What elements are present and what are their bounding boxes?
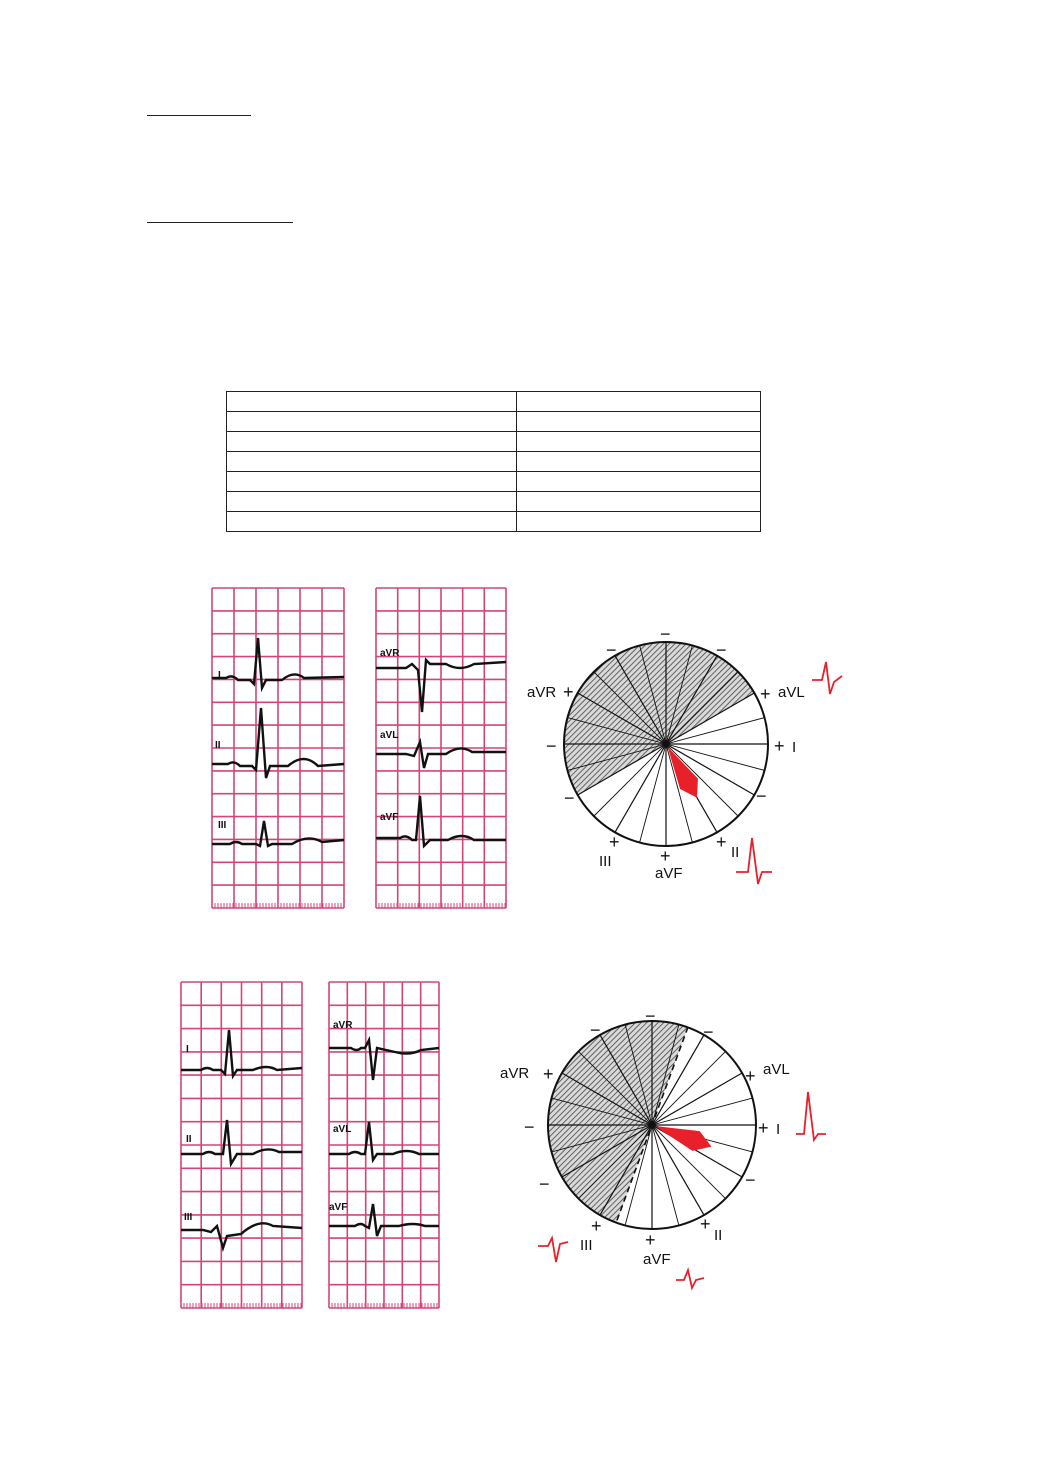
axis-label-i: I xyxy=(792,739,797,756)
minus-sign: − xyxy=(716,640,727,660)
plus-sign: + xyxy=(660,846,671,866)
minus-sign: − xyxy=(645,1006,656,1026)
lead-label-avf: aVF xyxy=(380,812,399,823)
axis-label-avf: aVF xyxy=(643,1251,671,1268)
lead-label-ii: II xyxy=(215,740,221,751)
axis-label-avl: aVL xyxy=(763,1061,790,1078)
plus-sign: + xyxy=(591,1216,602,1236)
lead-label-i: I xyxy=(186,1044,189,1055)
axis-label-avr: aVR xyxy=(500,1065,530,1082)
lead-label-avr: aVR xyxy=(380,648,400,659)
plus-sign: + xyxy=(716,832,727,852)
lead-label-avl: aVL xyxy=(380,730,399,741)
mini-complex-iii xyxy=(538,1238,568,1262)
minus-sign: − xyxy=(564,788,575,808)
minus-sign: − xyxy=(590,1020,601,1040)
axis-label-iii: III xyxy=(599,853,612,870)
plus-sign: + xyxy=(609,832,620,852)
plus-sign: + xyxy=(745,1066,756,1086)
lead-label-ii: II xyxy=(186,1134,192,1145)
lead-label-iii: III xyxy=(184,1212,193,1223)
plus-sign: + xyxy=(645,1230,656,1250)
minus-sign: − xyxy=(745,1170,756,1190)
lead-label-avf: aVF xyxy=(329,1202,348,1213)
minus-sign: − xyxy=(546,736,557,756)
negative-hemisphere-shading xyxy=(548,1021,688,1223)
axis-label-avl: aVL xyxy=(778,684,805,701)
axis-label-avr: aVR xyxy=(527,684,557,701)
lead-label-iii: III xyxy=(218,820,227,831)
plus-sign: + xyxy=(774,736,785,756)
axis-label-ii: II xyxy=(714,1227,723,1244)
minus-sign: − xyxy=(524,1117,535,1137)
plus-sign: + xyxy=(760,684,771,704)
minus-sign: − xyxy=(756,786,767,806)
minus-sign: − xyxy=(660,624,671,644)
minus-sign: − xyxy=(606,640,617,660)
lead-label-avr: aVR xyxy=(333,1020,353,1031)
plus-sign: + xyxy=(700,1214,711,1234)
lead-label-avl: aVL xyxy=(333,1124,352,1135)
axis-label-ii: II xyxy=(731,844,740,861)
axis-label-i: I xyxy=(776,1121,781,1138)
plus-sign: + xyxy=(563,682,574,702)
lead-label-i: I xyxy=(218,670,221,681)
axis-label-iii: III xyxy=(580,1237,593,1254)
mini-complex-i xyxy=(796,1092,826,1140)
plus-sign: + xyxy=(758,1118,769,1138)
plus-sign: + xyxy=(543,1064,554,1084)
axis-label-avf: aVF xyxy=(655,865,683,882)
minus-sign: − xyxy=(703,1022,714,1042)
minus-sign: − xyxy=(539,1174,550,1194)
mini-complex-avf xyxy=(676,1270,704,1288)
